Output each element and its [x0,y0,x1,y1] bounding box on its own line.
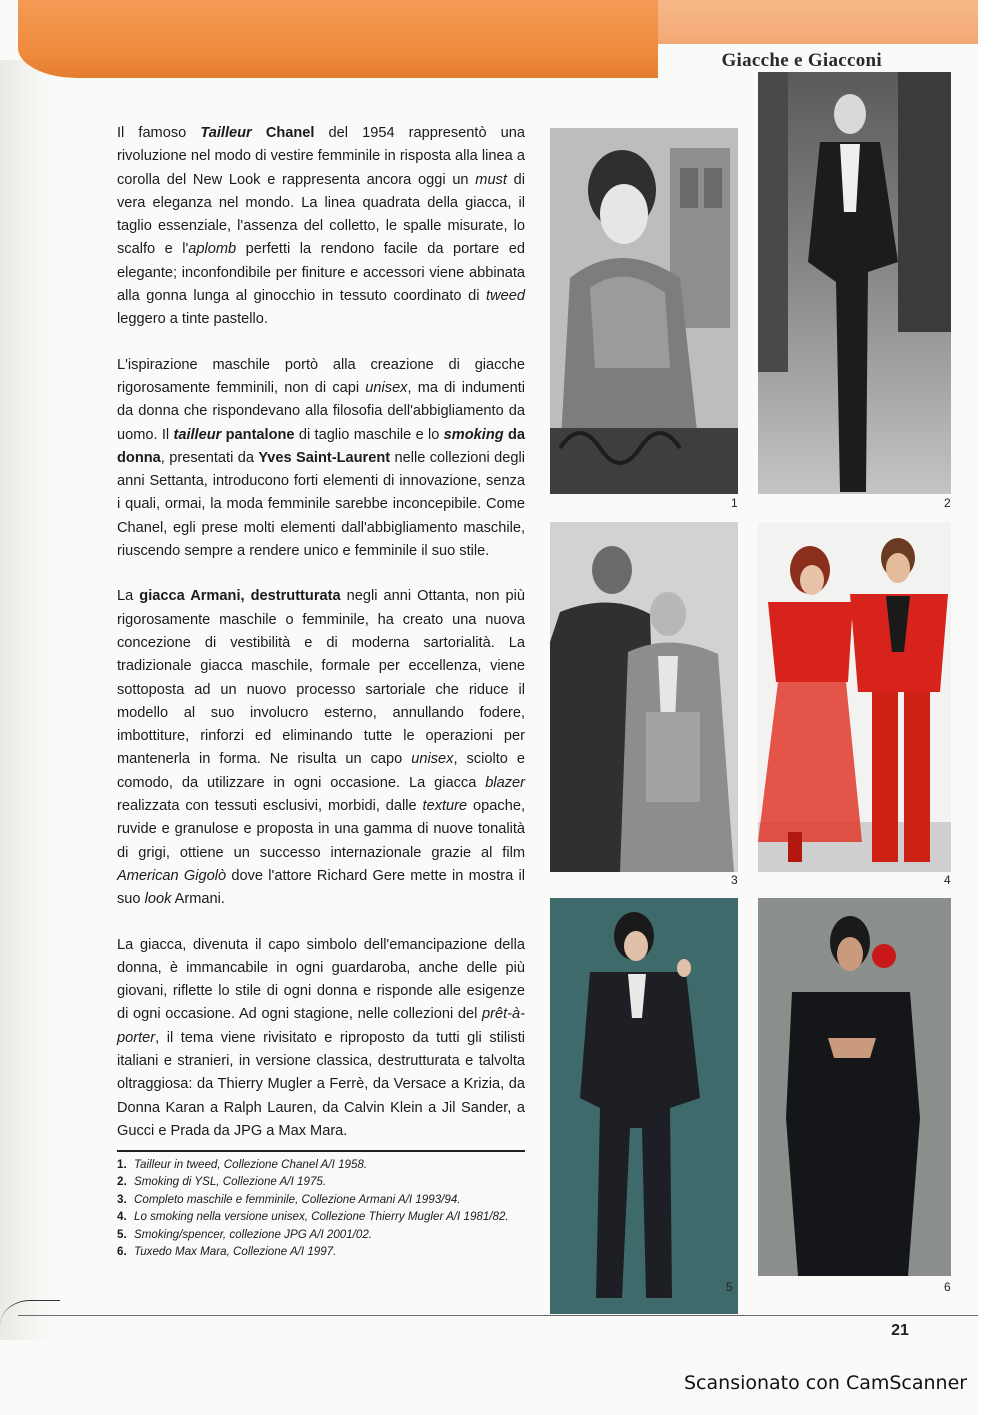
article-body [117,122,525,1165]
text-run: , il tema viene rivisitato e riproposto da tutti gli stilisti italiani e stranieri, in versione classica, destrutturata e talvolta oltraggiosa: da Thierry Mugler a Ferrè, da Versace a Krizia, da Donna Karan a Ralph Lauren, da Calvin Klein a Jil Sander, a Gucci e Prada da JPG a Max Mara. [117,1029,525,1139]
text-run: giacca Armani, destrutturata [139,588,341,605]
photo-2-number: 2 [944,496,951,510]
text-run: aplomb [188,241,237,258]
photo-3-number: 3 [731,873,738,887]
photo-5 [550,898,738,1314]
photo-4 [758,522,951,872]
caption-item [117,1243,525,1260]
photo-4-number: 4 [944,873,951,887]
text-run: Il famoso [117,125,201,141]
text-run: look [144,891,172,908]
text-run: di vera eleganza nel mondo. La linea quadrata della giacca, il taglio essenziale, l'assenza del colletto, le spalle misurate, lo scalfo e l' [117,171,525,258]
text-run: del 1954 rappresentò una rivoluzione nel modo di vestire femminile in risposta alla linea a corolla del New Look e rappresenta ancora oggi un [117,125,525,188]
text-run: prêt-à-porter [117,1006,525,1046]
text-run: texture [422,798,468,815]
photo-6-number: 6 [944,1280,951,1294]
caption-item [117,1191,525,1208]
header-band-light [658,0,978,44]
photo-5-number: 5 [726,1280,733,1294]
text-run: La giacca, divenuta il capo simbolo dell'emancipazione della donna, è immancabile in ogni guardaroba, anche delle più giovani, riflette lo stile di ogni donna e risponde alle esigenze di ogni occasione. Ad ogni stagione, nelle collezioni del [117,936,525,1023]
text-run [173,427,221,443]
scanner-watermark: Scansionato con CamScanner [684,1372,968,1394]
emphasis: tailleur [173,426,222,443]
photo-1 [550,128,738,494]
caption-text: Tailleur in tweed, Collezione Chanel A/I 1958. [134,1158,368,1171]
caption-item [117,1208,525,1225]
caption-number: 5. [117,1227,127,1241]
paragraph [117,934,525,1144]
text-run: di taglio maschile e lo [294,426,444,443]
text-run: , ma di indumenti da donna che rispondevano alla filosofia dell'abbigliamento da uomo. Il [117,379,525,443]
text-run: dove l'attore Richard Gere mette in mostra il suo [117,867,525,908]
caption-text: Smoking di YSL, Collezione A/I 1975. [134,1175,327,1189]
emphasis: Tailleur [200,125,252,141]
caption-number: 3. [117,1192,127,1206]
text-run: Yves Saint-Laurent [258,449,391,466]
text-run: perfetti la rendono facile da portare ed elegante; inconfondibile per finiture e accessori viene abbinata alla gonna lunga al ginocchio in tessuto coordinato di [117,241,525,305]
text-run: pantalone [221,426,295,443]
text-run: must [475,171,507,188]
captions-list [117,1156,525,1260]
paragraph [117,585,525,911]
text-run: American Gigolò [117,867,227,884]
photo-4-illustration [758,522,951,872]
caption-number: 6. [117,1245,127,1259]
paragraph [117,354,525,564]
photo-3 [550,522,738,872]
caption-item [117,1226,525,1243]
paragraph [117,122,525,332]
photo-2-illustration [758,72,951,494]
photo-5-illustration [550,898,738,1314]
caption-text: Smoking/spencer, collezione JPG A/I 2001/02. [134,1227,373,1241]
text-run: La [117,588,140,605]
caption-number: 1. [117,1158,127,1171]
text-run: leggero a tinte pastello. [117,311,268,328]
text-run [200,125,251,141]
section-title: Giacche e Giacconi [721,50,882,71]
photo-6-illustration [758,898,951,1276]
text-run: unisex [365,379,408,396]
text-run: L'ispirazione maschile portò alla creazione di giacche rigorosamente femminili, non di capi [117,356,525,396]
photo-1-number: 1 [731,496,738,510]
text-run: opache, ruvide e granulose e proposta in una gamma di nuove tonalità di grigi, ottiene un successo internazionale grazie al film [117,798,525,861]
text-run: da donna [117,426,526,466]
emphasis: smoking [443,426,504,443]
text-run [444,427,504,443]
photo-2 [758,72,951,494]
text-run: tweed [486,288,525,305]
caption-text: Lo smoking nella versione unisex, Collezione Thierry Mugler A/I 1981/82. [134,1210,509,1224]
text-run: blazer [485,774,525,791]
photo-3-illustration [550,522,738,872]
caption-item [117,1156,525,1173]
text-run: unisex [411,751,454,768]
caption-number: 2. [117,1175,127,1189]
captions-divider [117,1150,525,1152]
page-number: 21 [891,1322,909,1339]
text-run: Chanel [265,125,315,141]
caption-text: Completo maschile e femminile, Collezione Armani A/I 1993/94. [134,1192,461,1206]
caption-item [117,1173,525,1190]
text-run: , sciolto e comodo, da utilizzare in ogni occasione. La giacca [117,751,525,791]
caption-text: Tuxedo Max Mara, Collezione A/I 1997. [134,1245,337,1259]
header-band [18,0,658,78]
text-run: , presentati da [160,449,259,466]
text-run: negli anni Ottanta, non più rigorosamente maschile o femminile, ha creato una nuova concezione di vestibilità e di moderna sartorialità. La tradizionale giacca maschile, formale per eccellenza, viene sottoposta ad un nuovo processo sartoriale che riduce il modello al suo involucro esterno, annullando fodere, imbottiture, rinforzi ed eliminando tutte le operazioni per mantenerla in forma. Ne risulta un capo [117,588,525,768]
footer-rule [18,1315,982,1316]
text-run: realizzata con tessuti esclusivi, morbidi, dalle [117,798,423,815]
photo-6 [758,898,951,1276]
text-run [252,125,266,141]
text-run: nelle collezioni degli anni Settanta, introducono forti elementi di innovazione, senza i quali, ormai, la moda femminile sarebbe inconcepibile. Come Chanel, egli prese molti elementi dall'abbigliamento maschile, riuscendo sempre a rendere unico e femminile il suo stile. [117,449,526,560]
spine-shadow [0,60,58,1340]
caption-number: 4. [117,1210,127,1224]
photo-1-illustration [550,128,738,494]
text-run: Armani. [171,891,225,908]
scan-margin [978,0,1000,1415]
page-corner-curl [0,1300,60,1351]
